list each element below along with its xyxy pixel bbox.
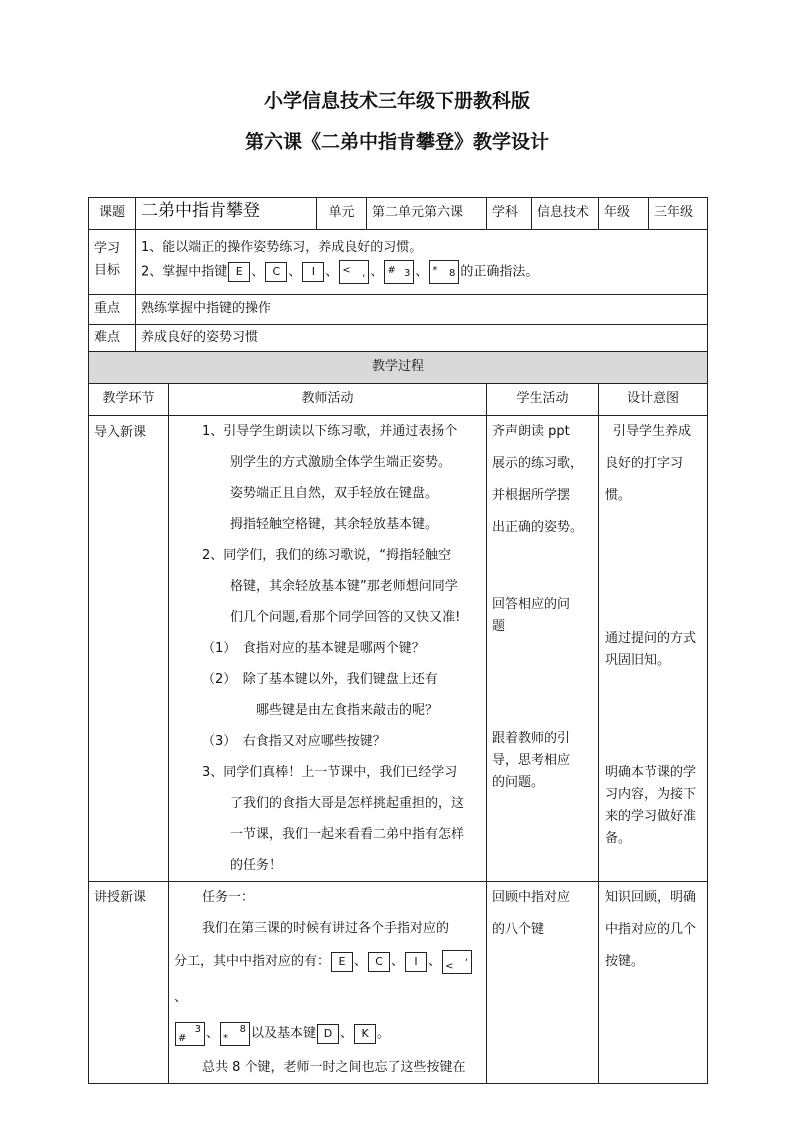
process-header-row: [89, 384, 708, 416]
teacher-line: 2、同学们，我们的练习歌说，“拇指轻触空: [202, 548, 452, 563]
grade-label: 年级: [599, 198, 649, 230]
design-line: 巩固旧知。: [605, 653, 671, 668]
teacher-line: 姿势端正且自然，双手轻放在键盘。: [230, 486, 439, 501]
section-intro-name: 导入新课: [89, 416, 169, 882]
section-new-row: [89, 882, 708, 1084]
teacher-line: 格键，其余轻放基本键”那老师想问同学: [230, 579, 458, 594]
student-line: 回顾中指对应: [492, 890, 571, 905]
three-key-icon: # 3: [175, 1022, 205, 1046]
c-key-icon: C: [368, 952, 390, 972]
teacher-line: 拇指轻触空格键，其余轻放基本键。: [230, 517, 439, 532]
unit-label: 单元: [317, 198, 367, 230]
student-line: 回答相应的问: [492, 597, 571, 612]
subject-label: 学科: [487, 198, 532, 230]
design-line: 中指对应的几个: [605, 922, 697, 937]
unit-value: 第二单元第六课: [367, 198, 487, 230]
teacher-line: 3、同学们真棒！上一节课中，我们已经学习: [202, 765, 458, 780]
design-line: 明确本节课的学: [605, 765, 697, 780]
goal-item-1: 1、能以端正的操作姿势练习，养成良好的习惯。: [141, 240, 423, 255]
design-line: 来的学习做好准: [605, 809, 697, 824]
focus-row: [89, 295, 708, 325]
design-line: 知识回顾，明确: [605, 890, 697, 905]
teacher-line: 们几个问题,看那个同学回答的又快又准!: [230, 610, 461, 625]
student-line: 齐声朗读 ppt: [492, 424, 570, 439]
difficulty-text: 养成良好的姿势习惯: [136, 325, 708, 352]
e-key-icon: E: [228, 262, 250, 282]
comma-key-icon: < ,: [442, 950, 472, 974]
d-key-icon: D: [317, 1024, 339, 1044]
teacher-line: （3） 右食指又对应哪些按键？: [202, 734, 386, 749]
design-line: 良好的打字习惯。: [605, 456, 684, 503]
goal-item-2: 2、掌握中指键 E 、 C 、 I 、 < , 、 # 3 、 * 8 的正确指法。: [141, 260, 702, 285]
teacher-line: （2） 除了基本键以外，我们键盘上还有: [202, 672, 438, 687]
student-line: 的问题。: [492, 775, 545, 790]
info-row: [89, 198, 708, 230]
design-line: 通过提问的方式: [605, 631, 697, 646]
col-teacher: 教师活动: [169, 384, 487, 416]
document-title: 小学信息技术三年级下册教科版: [263, 90, 530, 112]
teacher-line: 别学生的方式激励全体学生端正姿势。: [230, 455, 452, 470]
section-new-name: 讲授新课: [89, 882, 169, 1084]
teacher-line: 总共 8 个键，老师一时之间也忘了这些按键在: [202, 1060, 466, 1075]
i-key-icon: I: [405, 952, 427, 972]
design-line: 按键。: [605, 954, 645, 969]
i-key-icon: I: [302, 262, 324, 282]
col-stage: 教学环节: [89, 384, 169, 416]
col-design: 设计意图: [599, 384, 708, 416]
teacher-line: （1） 食指对应的基本键是哪两个键？: [202, 641, 425, 656]
three-key-icon: # 3: [384, 260, 414, 284]
difficulty-label: 难点: [89, 325, 136, 352]
lesson-label: 课题: [89, 198, 136, 230]
student-line: 导，思考相应: [492, 753, 571, 768]
student-line: 出正确的姿势。: [492, 520, 584, 535]
design-line: 习内容，为接下: [605, 787, 697, 802]
focus-label: 重点: [89, 295, 136, 325]
lesson-value: 二弟中指肯攀登: [136, 198, 317, 230]
k-key-icon: K: [354, 1024, 376, 1044]
student-line: 的八个键: [492, 922, 545, 937]
process-title-row: [89, 352, 708, 384]
teacher-line: 我们在第三课的时候有讲过各个手指对应的: [202, 921, 450, 936]
teacher-line: 1、引导学生朗读以下练习歌，并通过表扬个: [202, 424, 458, 439]
eight-key-icon: * 8: [220, 1022, 250, 1046]
focus-text: 熟练掌握中指键的操作: [136, 295, 708, 325]
section-intro-row: [89, 416, 708, 882]
teacher-line: 一节课，我们一起来看看二弟中指有怎样: [230, 827, 465, 842]
teacher-line: 了我们的食指大哥是怎样挑起重担的，这: [230, 796, 465, 811]
design-line: 备。: [605, 831, 632, 846]
teacher-line: 分工，其中中指对应的有： E 、 C 、 I 、 < , 、: [174, 944, 481, 1016]
lesson-plan-table: [88, 197, 708, 1084]
design-line: 引导学生养成: [613, 424, 692, 439]
e-key-icon: E: [331, 952, 353, 972]
teacher-line: 哪些键是由左食指来敲击的呢？: [256, 703, 439, 718]
teacher-line: 的任务！: [230, 858, 283, 873]
subject-value: 信息技术: [532, 198, 599, 230]
student-line: 展示的练习歌，: [492, 456, 584, 471]
difficulty-row: [89, 325, 708, 352]
eight-key-icon: * 8: [429, 260, 459, 284]
grade-value: 三年级: [649, 198, 708, 230]
process-title: 教学过程: [89, 352, 708, 384]
c-key-icon: C: [265, 262, 287, 282]
col-student: 学生活动: [487, 384, 599, 416]
goals-row: [89, 230, 708, 295]
comma-key-icon: < ,: [339, 260, 369, 284]
student-line: 跟着教师的引: [492, 731, 571, 746]
student-line: 题: [492, 619, 506, 634]
lesson-title: 第六课《二弟中指肯攀登》教学设计: [244, 131, 549, 153]
teacher-line: 任务一：: [202, 890, 255, 905]
goals-label: 学习目标: [89, 230, 136, 295]
student-line: 并根据所学摆: [492, 488, 571, 503]
teacher-line: # 3 、 * 8 以及基本键 D 、 K 。: [174, 1016, 481, 1052]
